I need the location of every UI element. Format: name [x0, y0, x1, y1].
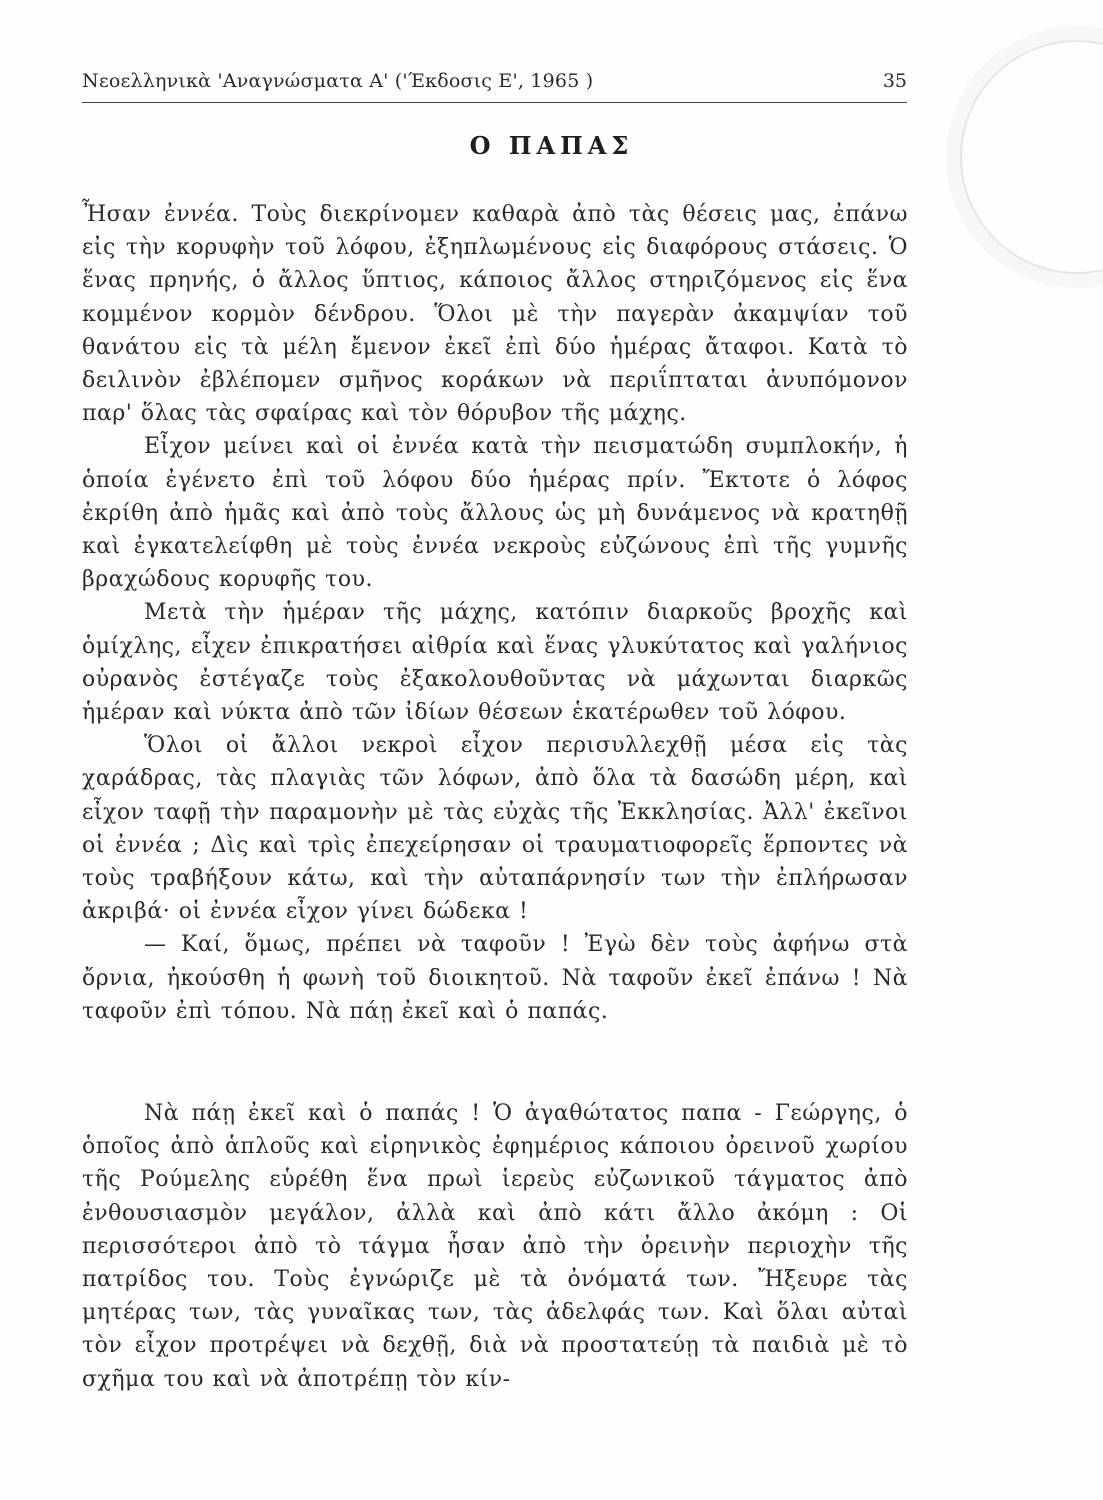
body-text-part-2	[82, 1097, 908, 1396]
article-title: Ο ΠΑΠΑΣ	[469, 131, 634, 160]
paragraph: — Καί, ὅμως, πρέπει νὰ ταφοῦν ! Ἐγὼ δὲν τοὺς ἀφήνω στὰ ὄρνια, ἠκούσθη ἡ φωνὴ τοῦ διοικητοῦ. Νὰ ταφοῦν ἐκεῖ ἐπάνω ! Νὰ ταφοῦν ἐπὶ τόπου. Νὰ πάῃ ἐκεῖ καὶ ὁ παπάς.	[82, 932, 908, 1024]
running-title: Νεοελληνικὰ 'Αναγνώσματα Α' ('Έκδοσις Ε', 1965 )	[82, 70, 594, 92]
paragraph: Νὰ πάῃ ἐκεῖ καὶ ὁ παπάς ! Ὁ ἀγαθώτατος παπα - Γεώργης, ὁ ὁποῖος ἀπὸ ἁπλοῦς καὶ εἰρηνικὸς ἐφημέριος κάποιου ὀρεινοῦ χωρίου τῆς Ρούμελης εὑρέθη ἕνα πρωὶ ἱερεὺς εὐζωνικοῦ τάγματος ἀπὸ ἐνθουσιασμὸν μεγάλον, ἀλλὰ καὶ ἀπὸ κάτι ἄλλο ἀκόμη : Οἱ περισσότεροι ἀπὸ τὸ τάγμα ἦσαν ἀπὸ τὴν ὀρεινὴν περιοχὴν τῆς πατρίδος του. Τοὺς ἐγνώριζε μὲ τὰ ὀνόματά των. Ἤξευρε τὰς μητέρας των, τὰς γυναῖκας των, τὰς ἀδελφάς των. Καὶ ὅλαι αὐταὶ τὸν εἶχον προτρέψει νὰ δεχθῇ, διὰ νὰ προστατεύῃ τὰ παιδιὰ μὲ τὸ σχῆμα του καὶ νὰ ἀποτρέπῃ τὸν κίν-	[82, 1101, 908, 1392]
running-header	[82, 68, 907, 103]
paragraph: Μετὰ τὴν ἡμέραν τῆς μάχης, κατόπιν διαρκοῦς βροχῆς καὶ ὁμίχλης, εἶχεν ἐπικρατήσει αἰθρία καὶ ἕνας γλυκύτατος καὶ γαλήνιος οὐρανὸς ἐστέγαζε τοὺς ἐξακολουθοῦντας νὰ μάχωνται διαρκῶς ἡμέραν καὶ νύκτα ἀπὸ τῶν ἰδίων θέσεων ἑκατέρωθεν τοῦ λόφου.	[82, 600, 908, 726]
paragraph: Ἦσαν ἐννέα. Τοὺς διεκρίνομεν καθαρὰ ἀπὸ τὰς θέσεις μας, ἐπάνω εἰς τὴν κορυφὴν τοῦ λόφου, ἐξηπλωμένους εἰς διαφόρους στάσεις. Ὁ ἕνας πρηνής, ὁ ἄλλος ὕπτιος, κάποιος ἄλλος στηριζόμενος εἰς ἕνα κομμένον κορμὸν δένδρου. Ὅλοι μὲ τὴν παγερὰν ἀκαμψίαν τοῦ θανάτου εἰς τὰ μέλη ἔμενον ἐκεῖ ἐπὶ δύο ἡμέρας ἄταφοι. Κατὰ τὸ δειλινὸν ἐβλέπομεν σμῆνος κοράκων νὰ περιΐπταται ἀνυπόμονον παρ' ὅλας τὰς σφαίρας καὶ τὸν θόρυβον τῆς μάχης.	[82, 202, 908, 427]
paragraph: Ὅλοι οἱ ἄλλοι νεκροὶ εἶχον περισυλλεχθῇ μέσα εἰς τὰς χαράδρας, τὰς πλαγιὰς τῶν λόφων, ἀπὸ ὅλα τὰ δασώδη μέρη, καὶ εἶχον ταφῇ τὴν παραμονὴν μὲ τὰς εὐχὰς τῆς Ἐκκλησίας. Ἀλλ' ἐκεῖνοι οἱ ἐννέα ; Δὶς καὶ τρὶς ἐπεχείρησαν οἱ τραυματιοφορεῖς ἕρποντες νὰ τοὺς τραβήξουν κάτω, καὶ τὴν αὐταπάρνησίν των τὴν ἐπλήρωσαν ἀκριβά· οἱ ἐννέα εἶχον γίνει δώδεκα !	[82, 733, 908, 925]
page-number: 35	[882, 70, 907, 92]
paragraph: Εἶχον μείνει καὶ οἱ ἐννέα κατὰ τὴν πεισματώδη συμπλοκήν, ἡ ὁποία ἐγένετο ἐπὶ τοῦ λόφου δύο ἡμέρας πρίν. Ἔκτοτε ὁ λόφος ἐκρίθη ἀπὸ ἡμᾶς καὶ ἀπὸ τοὺς ἄλλους ὡς μὴ δυνάμενος νὰ κρατηθῇ καὶ ἐγκατελείφθη μὲ τοὺς ἐννέα νεκροὺς εὐζώνους ἐπὶ τῆς γυμνῆς βραχώδους κορυφῆς του.	[82, 434, 908, 593]
body-text-part-1	[82, 198, 908, 1028]
